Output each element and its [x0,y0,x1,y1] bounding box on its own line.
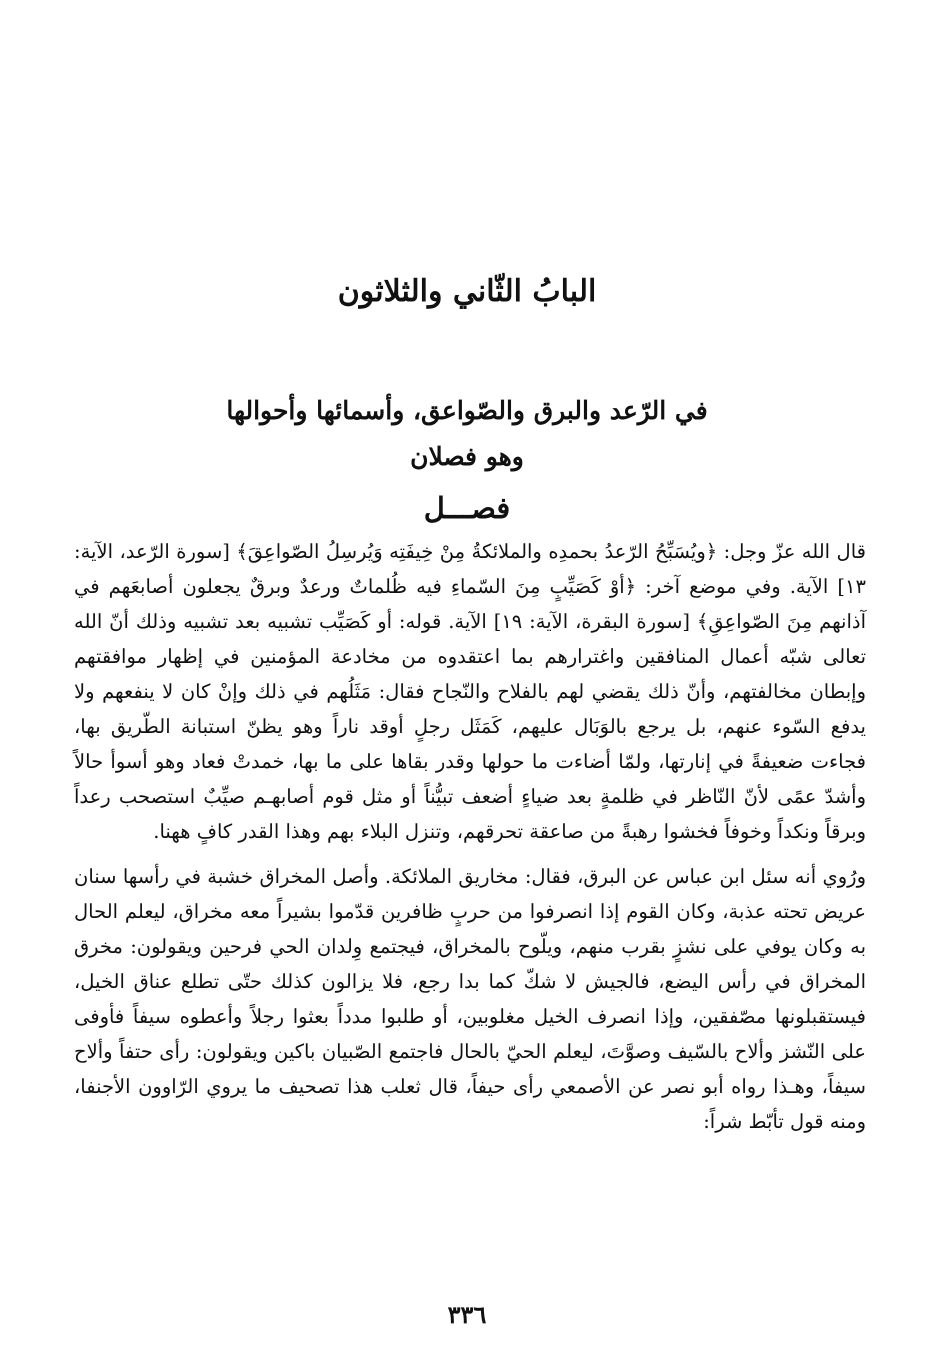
paragraph-2: ورُوي أنه سئل ابن عباس عن البرق، فقال: مخاريق الملائكة. وأصل المخراق خشبة في رأسها سنان عريض تحته عذبة، وكان القوم إذا انصرفوا من حربٍ ظافرين قدّموا بشيراً معه مخراق، ليعلم الحال به وكان يوفي على نشزٍ بقرب منهم، ويلّوح بالمخراق، فيجتمع وِلدان الحي فرحين ويقولون: مخرق المخراق في رأس اليضع، فالجيش لا شكّ كما بدا رجع، فلا يزالون كذلك حتّى تطلع عناق الخيل، فيستقبلونها مصّفقين، وإذا انصرف الخيل مغلوبين، أو طلبوا مدداً بعثوا رجلاً وأعطوه سيفاً فأوفى على النّشز وألاح بالسّيف وصوَّتَ، ليعلم الحيّ بالحال فاجتمع الصّبيان باكين ويقولون: رأى حتفاً وألاح سيفاً، وهـذا رواه أبو نصر عن الأصمعي رأى حيفاً، قال ثعلب هذا تصحيف ما يروي الرّاوون الأجنفا، ومنه قول تأبّط شراً: [74,865,866,1133]
body-text [74,534,866,1139]
paragraph-1: قال الله عزّ وجل: ﴿ويُسَبِّحُ الرّعدُ بحمدِه والملائكةُ مِنْ خِيفَتِه وَيُرسِلُ الصّواعِقَ﴾ [سورة الرّعد، الآية: ١٣] الآية. وفي موضع آخر: ﴿أوْ كَصَيِّبٍ مِنَ السّماءِ فيه ظُلماتٌ ورعدٌ وبرقٌ يجعلون أصابعَهم في آذانهم مِنَ الصّواعِقِ﴾ [سورة البقرة، الآية: ١٩] الآية. قوله: أو كَصَيِّب تشبيه بعد تشبيه وذلك أنّ الله تعالى شبّه أعمال المنافقين واغترارهم بما اعتقدوه من مخادعة المؤمنين في إظهار موافقتهم وإبطان مخالفتهم، وأنّ ذلك يقضي لهم بالفلاح والنّجاح فقال: مَثَلُهم في ذلك وإنْ كان لا ينفعهم ولا يدفع السّوء عنهم، بل يرجع بالوَبَال عليهم، كَمَثَل رجلٍ أوقد ناراً وهو يظنّ استبانة الطّريق بها، فجاءت ضعيفةً في إنارتها، ولمّا أضاءت ما حولها وقدر بقاها على ما بها، خمدتْ فعاد وهو أسوأ حالاً وأشدّ عمًى لأنّ النّاظر في ظلمةٍ بعد ضياءٍ أضعف تبيُّناً أو مثل قوم أصابهـم صيِّبٌ استصحب رعداً وبرقاً ونكداً وخوفاً فخشوا رهبةً من صاعقة تحرقهم، وتنزل البلاء بهم وهذا القدر كافٍ ههنا. [74,540,867,843]
subtitle-line-2: وهو فصلان [410,442,524,471]
subtitle-line-1: في الرّعد والبرق والصّواعق، وأسمائها وأحوالها [226,396,708,425]
chapter-title: البابُ الثّاني والثلاثون [337,274,597,309]
section-label: فصـــل [423,491,511,525]
page-number: ٣٣٦ [447,1300,487,1329]
chapter-subtitle [0,388,934,536]
